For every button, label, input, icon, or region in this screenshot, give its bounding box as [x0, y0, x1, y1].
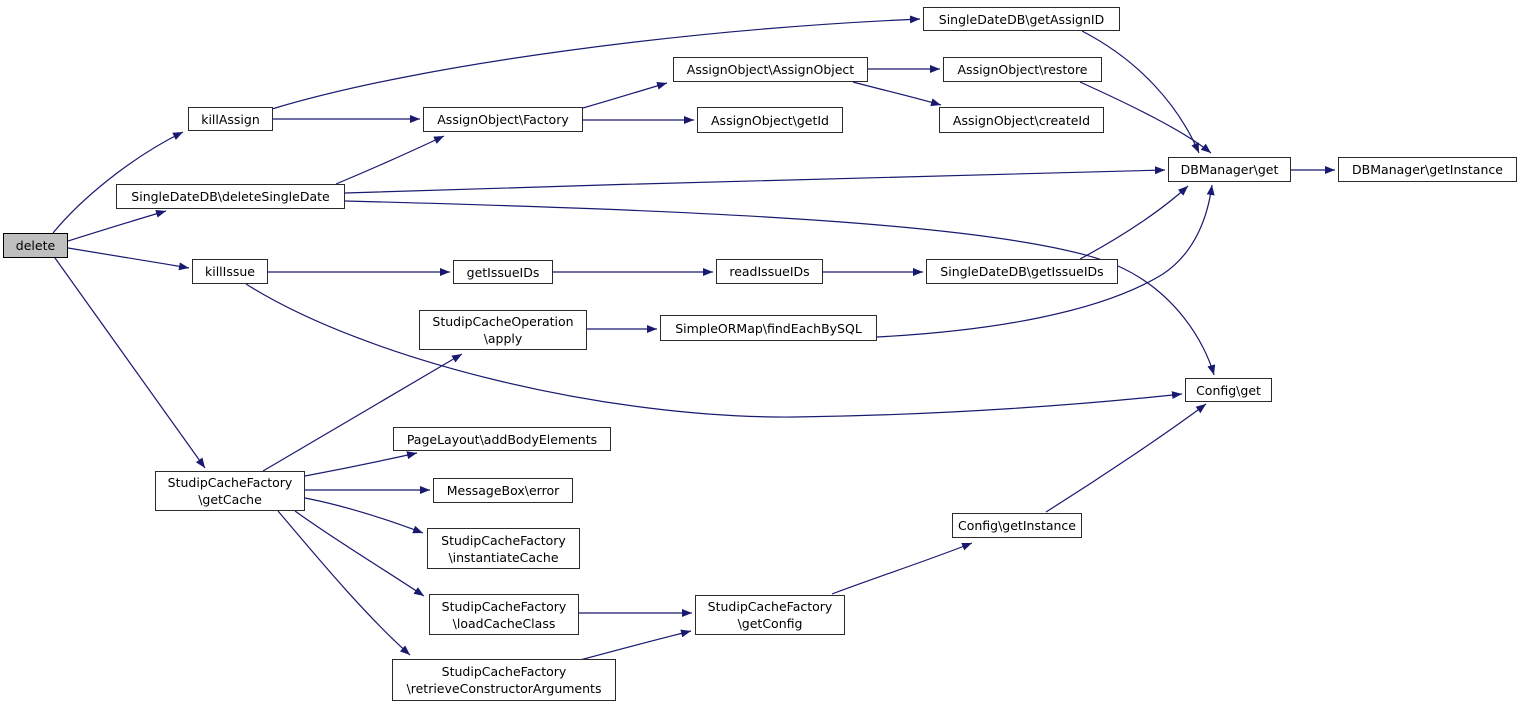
node-label: MessageBox\error	[446, 483, 560, 498]
node-label: DBManager\get	[1180, 162, 1279, 177]
edge-delete-to-getCache	[55, 258, 205, 468]
edge-getAssignID-to-dbmGet	[1082, 31, 1199, 153]
node-label: \retrieveConstructorArguments	[406, 681, 602, 696]
graph-node-dbmGetInstance[interactable]	[1338, 157, 1517, 182]
node-label: StudipCacheFactory	[707, 599, 833, 614]
graph-node-getCache[interactable]	[155, 471, 305, 511]
graph-node-retrieveCtorArgs[interactable]	[392, 659, 616, 701]
edge-sdGetIssueIDs-to-dbmGet	[1080, 186, 1188, 259]
graph-node-delete[interactable]	[3, 233, 68, 258]
node-label: Config\get	[1196, 382, 1261, 398]
graph-node-factory[interactable]	[423, 107, 583, 132]
edge-getCache-to-instantiateCache	[305, 498, 423, 533]
graph-node-configGetInstance[interactable]	[952, 513, 1082, 538]
node-label: AssignObject\AssignObject	[686, 62, 855, 77]
node-label: AssignObject\restore	[957, 62, 1088, 77]
node-label: StudipCacheFactory	[167, 475, 293, 490]
graph-node-loadCacheClass[interactable]	[429, 594, 579, 635]
node-label: \getCache	[198, 492, 262, 507]
edge-assignObject-to-createId	[853, 82, 941, 105]
graph-node-configGet[interactable]	[1185, 378, 1272, 402]
graph-node-deleteSingleDate[interactable]	[116, 184, 345, 209]
graph-node-getConfig[interactable]	[695, 595, 845, 635]
edge-retrieveCtorArgs-to-getConfig	[580, 631, 691, 660]
edge-getConfig-to-configGetInstance	[832, 543, 972, 594]
graph-node-killIssue[interactable]	[192, 259, 268, 284]
graph-node-restore[interactable]	[943, 57, 1102, 82]
node-label: SimpleORMap\findEachBySQL	[675, 320, 862, 336]
edge-getCache-to-apply	[263, 354, 462, 471]
node-label: SingleDateDB\getIssueIDs	[940, 264, 1104, 279]
edge-killIssue-to-configGet	[246, 284, 1182, 417]
node-label: \loadCacheClass	[452, 615, 556, 631]
graph-node-sdGetIssueIDs[interactable]	[926, 259, 1118, 284]
node-label: Config\getInstance	[957, 518, 1076, 533]
node-label: killIssue	[205, 264, 255, 279]
graph-node-dbmGet[interactable]	[1168, 157, 1291, 182]
edge-deleteSingleDate-to-dbmGet	[345, 170, 1165, 193]
node-label: StudipCacheFactory	[441, 598, 567, 614]
graph-node-getIssueIDs[interactable]	[453, 260, 553, 284]
graph-node-addBodyElements[interactable]	[393, 427, 611, 451]
graph-node-messageBoxError[interactable]	[433, 478, 573, 503]
node-label: delete	[15, 238, 56, 253]
node-label: StudipCacheFactory	[441, 664, 567, 679]
node-label: \instantiateCache	[448, 549, 559, 565]
edge-configGetInstance-to-configGet	[1046, 404, 1206, 512]
node-label: StudipCacheOperation	[432, 314, 574, 329]
node-label: PageLayout\addBodyElements	[406, 431, 598, 447]
node-label: SingleDateDB\deleteSingleDate	[131, 189, 330, 204]
graph-node-readIssueIDs[interactable]	[716, 259, 823, 284]
edge-delete-to-deleteSingleDate	[68, 211, 166, 241]
graph-node-createId[interactable]	[939, 107, 1104, 133]
node-label: getIssueIDs	[466, 264, 540, 280]
graph-node-killAssign[interactable]	[188, 107, 273, 131]
graph-node-instantiateCache[interactable]	[427, 528, 580, 569]
graph-node-apply[interactable]	[419, 310, 587, 350]
edge-factory-to-assignObject	[583, 83, 667, 108]
node-label: AssignObject\Factory	[437, 112, 569, 127]
graph-node-getAssignID[interactable]	[923, 7, 1120, 31]
graph-node-getId[interactable]	[697, 107, 843, 133]
node-label: killAssign	[201, 111, 260, 127]
node-label: SingleDateDB\getAssignID	[938, 11, 1105, 27]
graph-node-assignObject[interactable]	[673, 57, 868, 82]
graph-node-findEachBySQL[interactable]	[660, 315, 877, 341]
node-label: readIssueIDs	[729, 264, 810, 279]
node-label: \getConfig	[737, 616, 803, 631]
edge-getCache-to-retrieveCtorArgs	[278, 511, 410, 655]
node-label: AssignObject\createId	[952, 112, 1091, 128]
node-label: AssignObject\getId	[711, 112, 829, 128]
edge-getCache-to-addBodyElements	[305, 453, 417, 476]
node-label: DBManager\getInstance	[1352, 162, 1503, 177]
node-label: StudipCacheFactory	[441, 532, 566, 548]
edge-delete-to-killIssue	[68, 248, 189, 268]
edge-deleteSingleDate-to-factory	[336, 136, 444, 184]
node-label: \apply	[483, 331, 523, 346]
edge-delete-to-killAssign	[53, 132, 183, 233]
